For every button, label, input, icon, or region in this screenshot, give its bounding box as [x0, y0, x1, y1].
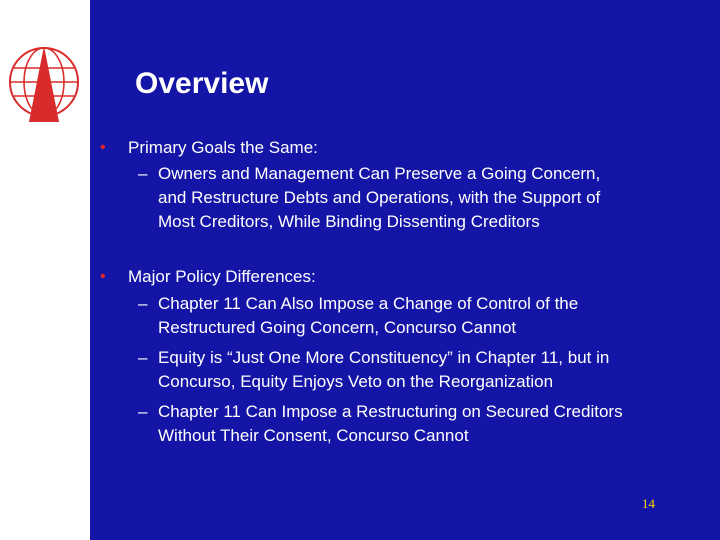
bullet-marker: • — [100, 268, 106, 285]
content-panel — [90, 0, 720, 540]
page-number: 14 — [642, 496, 655, 511]
subitem-line: Concurso, Equity Enjoys Veto on the Reorganization — [158, 372, 554, 391]
sidebar — [0, 0, 90, 540]
subitem-line: and Restructure Debts and Operations, with the Support of — [158, 188, 601, 207]
bullet-marker: • — [100, 139, 106, 156]
subitem-line: Equity is “Just One More Constituency” in Chapter 11, but in — [158, 348, 610, 367]
subitem-dash: – — [138, 164, 148, 183]
subitem-line: Restructured Going Concern, Concurso Cannot — [158, 318, 517, 337]
subitem-dash: – — [138, 348, 148, 367]
bullet-text: Major Policy Differences: — [128, 267, 316, 286]
subitem-dash: – — [138, 402, 148, 421]
slide-title: Overview — [135, 67, 269, 100]
globe-triangle-logo-icon — [4, 42, 84, 122]
subitem-dash: – — [138, 294, 148, 313]
subitem-line: Chapter 11 Can Impose a Restructuring on Secured Creditors — [158, 402, 623, 421]
subitem-line: Chapter 11 Can Also Impose a Change of Control of the — [158, 294, 579, 313]
subitem-line: Most Creditors, While Binding Dissenting Creditors — [158, 212, 540, 231]
subitem-line: Without Their Consent, Concurso Cannot — [158, 426, 469, 445]
bullet-text: Primary Goals the Same: — [128, 138, 318, 157]
subitem-line: Owners and Management Can Preserve a Going Concern, — [158, 164, 601, 183]
